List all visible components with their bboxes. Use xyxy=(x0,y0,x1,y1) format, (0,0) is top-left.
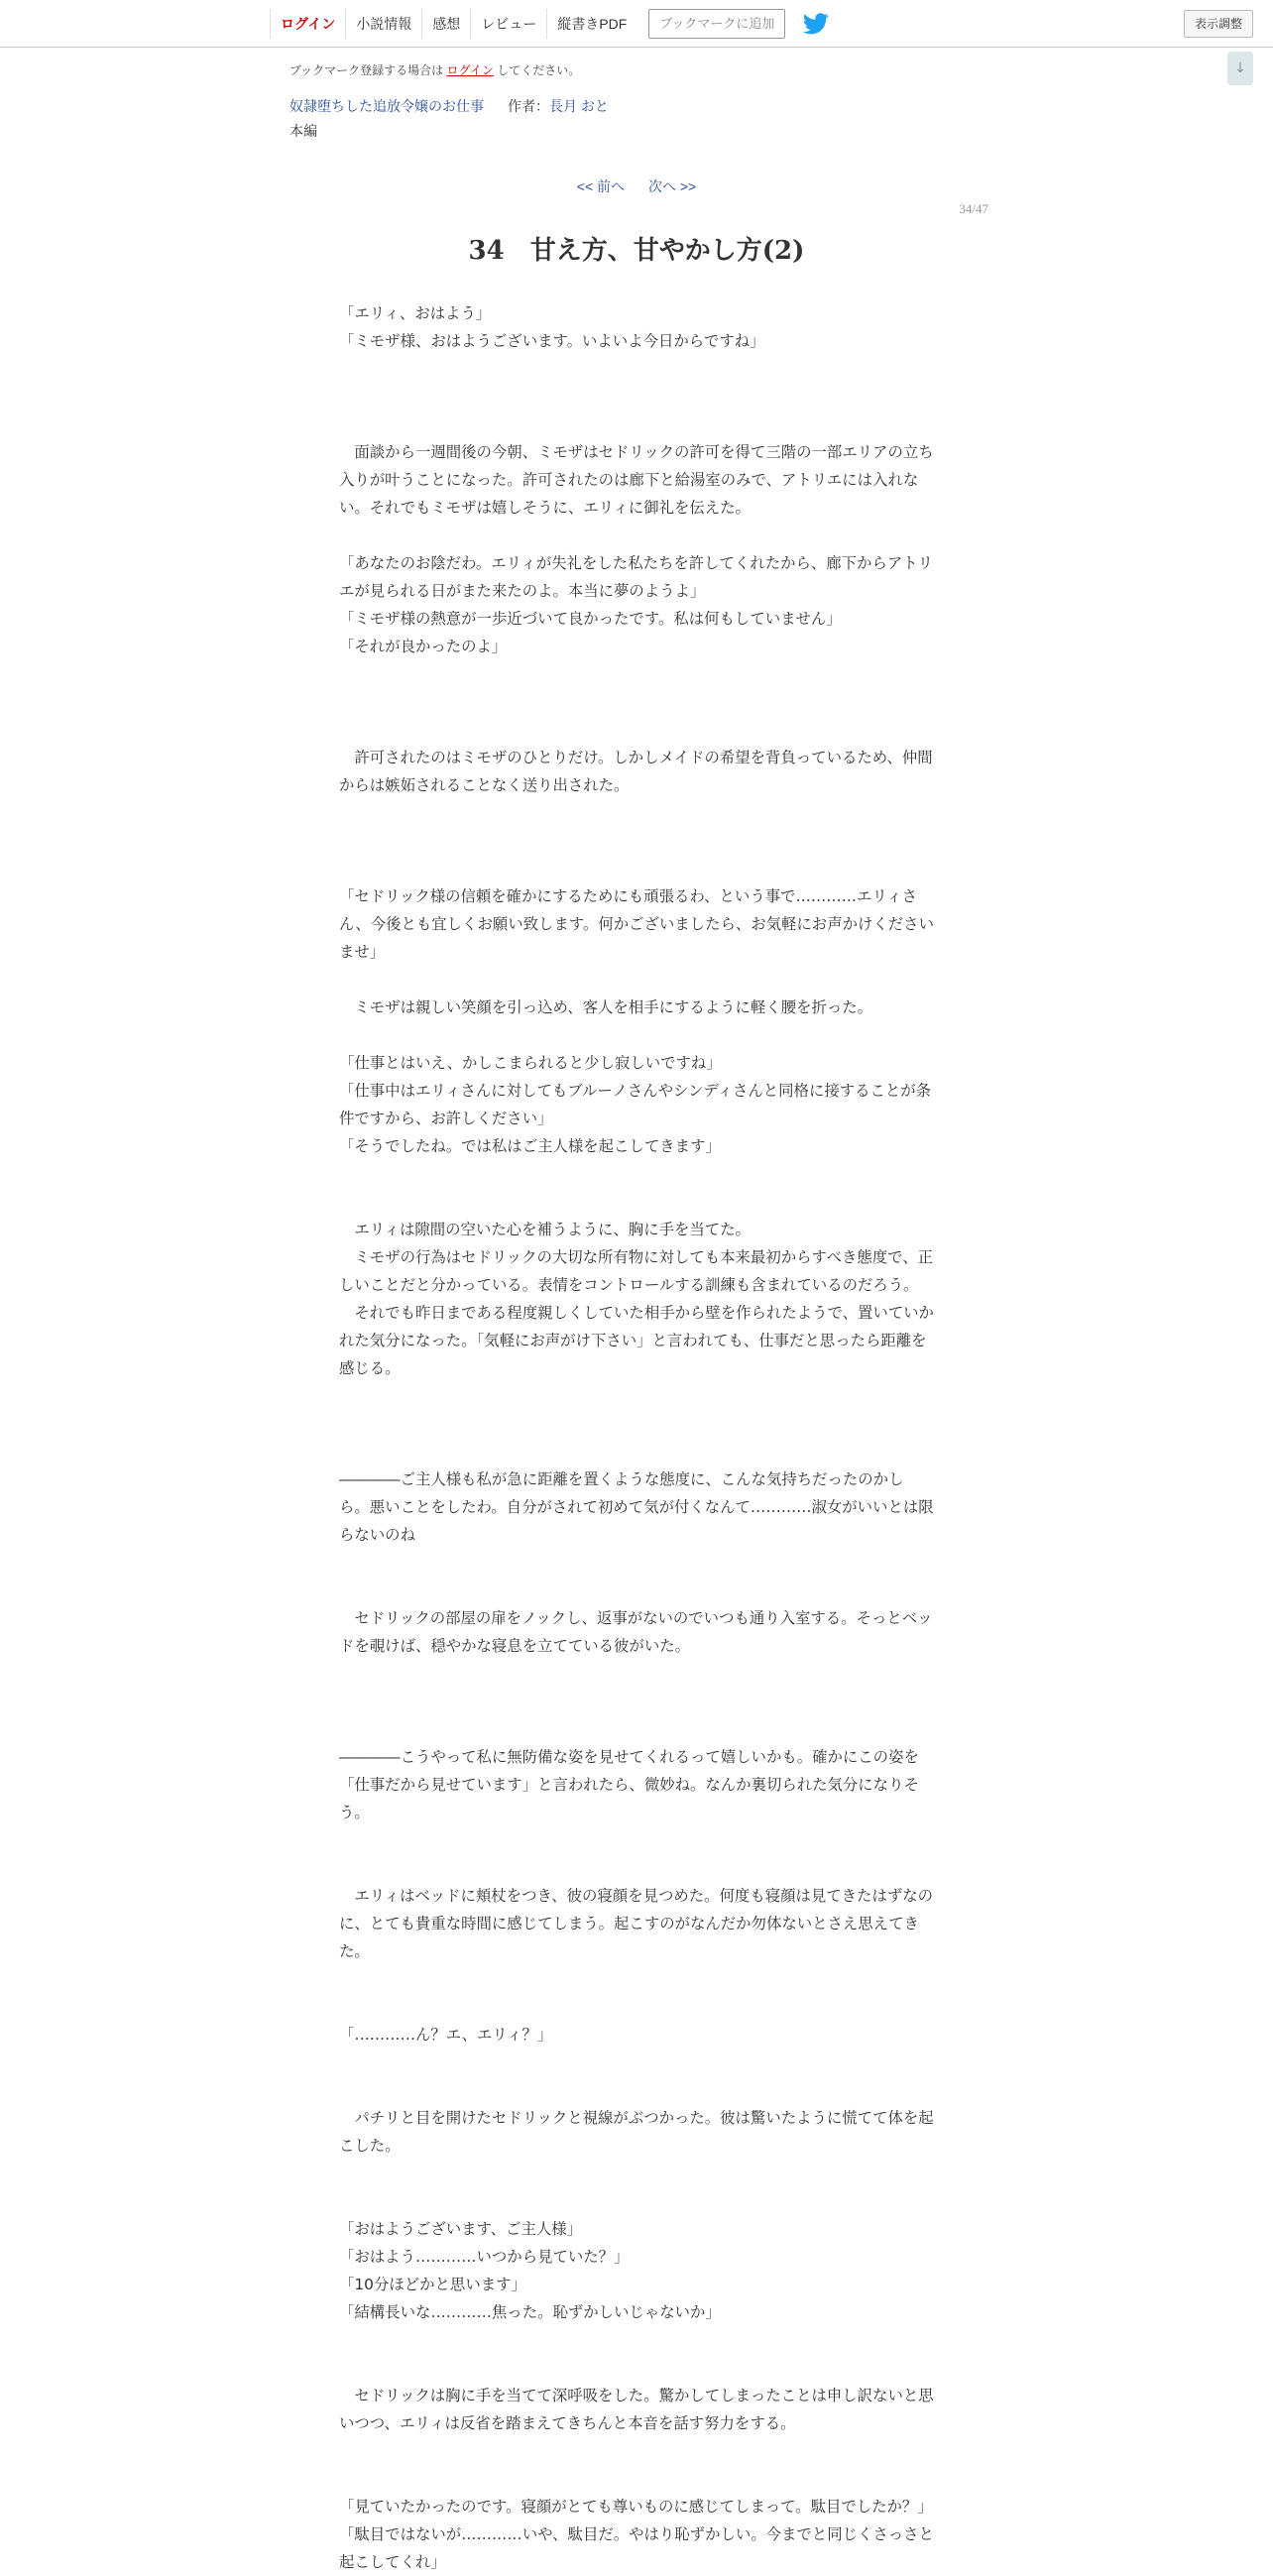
paragraph: ――――こうやって私に無防備な姿を見せてくれるって嬉しいかも。確かにこの姿を「仕事だから見せています」と言われたら、微妙ね。なんか裏切られた気分になりそう。 xyxy=(339,1748,919,1821)
paragraph: 「おはようございます、ご主人様」 「おはよう…………いつから見ていた？」 「10分ほどかと思います」 「結構長いな…………焦った。恥ずかしいじゃないか」 xyxy=(339,2220,721,2321)
nav-novel-info-link[interactable]: 小説情報 xyxy=(345,9,421,39)
twitter-icon[interactable] xyxy=(803,13,829,35)
nav-login-link[interactable]: ログイン xyxy=(270,9,345,39)
section-label: 本編 xyxy=(289,123,317,139)
page-count: 34/47 xyxy=(959,201,988,216)
add-bookmark-button[interactable]: ブックマークに追加 xyxy=(648,9,785,39)
paragraph: 「エリィ、おはよう」 「ミモザ様、おはようございます。いよいよ今日からですね」 xyxy=(339,304,765,350)
prev-chapter-link[interactable]: << 前へ xyxy=(576,178,626,194)
paragraph: 「仕事とはいえ、かしこまられると少し寂しいですね」 「仕事中はエリィさんに対してもブルーノさんやシンディさんと同格に接することが条件ですから、お許しください」 「そうでしたね。では私はご主人様を起こしてきます」 xyxy=(339,1054,932,1155)
nav-vertical-pdf-link[interactable]: 縦書きPDF xyxy=(546,9,636,39)
paragraph: 「…………ん？エ、エリィ？」 xyxy=(339,2026,553,2044)
top-navigation-bar xyxy=(0,0,1273,48)
notice-login-link[interactable]: ログイン xyxy=(446,63,494,77)
chapter-pager xyxy=(0,176,1273,196)
paragraph: 「セドリック様の信頼を確かにするためにも頑張るわ、という事で…………エリィさん、今後とも宜しくお願い致します。何かございましたら、お気軽にお声かけくださいませ」 xyxy=(339,887,934,961)
paragraph: 「見ていたかったのです。寝顔がとても尊いものに感じてしまって。駄目でしたか？」 「駄目ではないが…………いや、駄目だ。やはり恥ずかしい。今までと同じくさっさと起こしてくれ」 xyxy=(339,2498,934,2571)
nav-menu xyxy=(270,0,829,48)
next-chapter-link[interactable]: 次へ >> xyxy=(647,178,697,194)
paragraph: エリィは隙間の空いた心を補うように、胸に手を当てた。 ミモザの行為はセドリックの大切な所有物に対しても本来最初からすべき態度で、正しいことだと分かっている。表情をコントロールする訓練も含まれているのだろう。 それでも昨日まである程度親しくしていた相手から壁を作られたようで、置いていかれた気分になった。「気軽にお声がけ下さい」と言われても、仕事だと思ったら距離を感じる。 xyxy=(339,1221,934,1377)
author-info xyxy=(508,96,609,116)
notice-text-after: してください。 xyxy=(497,63,581,77)
paragraph: 許可されたのはミモザのひとりだけ。しかしメイドの希望を背負っているため、仲間からは嫉妬されることなく送り出された。 xyxy=(339,749,933,794)
paragraph: 面談から一週間後の今朝、ミモザはセドリックの許可を得て三階の一部エリアの立ち入りが叶うことになった。許可されたのは廊下と給湯室のみで、アトリエには入れない。それでもミモザは嬉しそうに、エリィに御礼を伝えた。 xyxy=(339,443,934,517)
notice-text-before: ブックマーク登録する場合は xyxy=(289,63,444,77)
paragraph: セドリックは胸に手を当てて深呼吸をした。驚かしてしまったことは申し訳ないと思いつつ、エリィは反省を踏まえてきちんと本音を話す努力をする。 xyxy=(339,2387,934,2432)
paragraph: パチリと目を開けたセドリックと視線がぶつかった。彼は驚いたように慌てて体を起こした。 xyxy=(339,2109,934,2155)
author-label: 作者： xyxy=(508,98,549,114)
nav-impressions-link[interactable]: 感想 xyxy=(421,9,470,39)
nav-review-link[interactable]: レビュー xyxy=(470,9,546,39)
novel-title-link[interactable]: 奴隷堕ちした追放令嬢のお仕事 xyxy=(289,98,484,114)
paragraph: 「あなたのお陰だわ。エリィが失礼をした私たちを許してくれたから、廊下からアトリエが見られる日がまた来たのよ。本当に夢のようよ」 「ミモザ様の熱意が一歩近づいて良かったです。私は何もしていません」 「それが良かったのよ」 xyxy=(339,554,934,655)
display-settings-button[interactable]: 表示調整 xyxy=(1184,10,1253,38)
novel-body xyxy=(339,299,934,2576)
chapter-title: 34 甘え方、甘やかし方(2) xyxy=(468,236,805,266)
paragraph: セドリックの部屋の扉をノックし、返事がないのでいつも通り入室する。そっとベッドを覗けば、穏やかな寝息を立てている彼がいた。 xyxy=(339,1609,933,1655)
scroll-down-icon[interactable]: ↓ xyxy=(1227,52,1253,85)
author-link[interactable]: 長月 おと xyxy=(549,98,609,114)
paragraph: ミモザは親しい笑顔を引っ込め、客人を相手にするように軽く腰を折った。 xyxy=(339,998,873,1016)
paragraph: ――――ご主人様も私が急に距離を置くような態度に、こんな気持ちだったのかしら。悪いことをしたわ。自分がされて初めて気が付くなんて…………淑女がいいとは限らないのね xyxy=(339,1470,934,1544)
paragraph: エリィはベッドに頬杖をつき、彼の寝顔を見つめた。何度も寝顔は見てきたはずなのに、とても貴重な時間に感じてしまう。起こすのがなんだか勿体ないとさえ思えてきた。 xyxy=(339,1887,934,1960)
bookmark-notice xyxy=(289,61,580,78)
novel-info-line xyxy=(289,96,609,116)
